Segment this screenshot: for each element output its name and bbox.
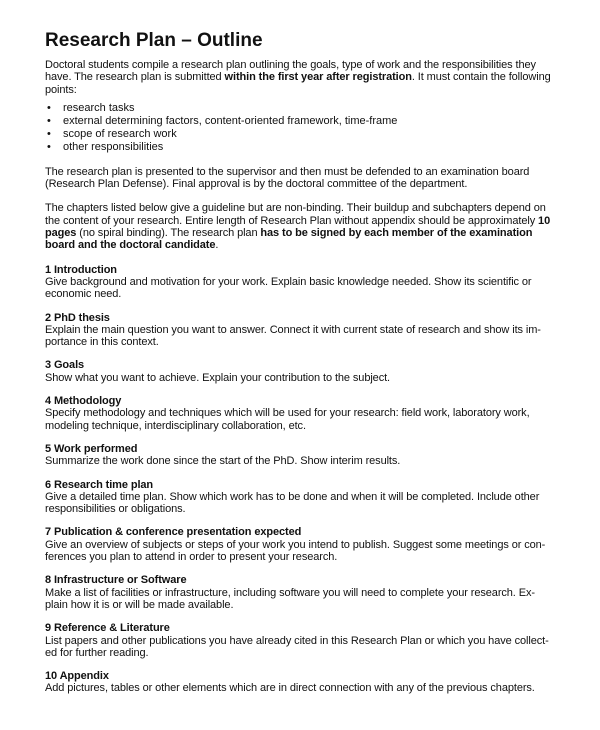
chapter-heading: 10 Appendix [45,670,109,683]
text-segment: the content of your research. Entire length of Research Plan without appendix should be approximately [45,214,539,227]
bold-text: 10 [538,214,551,227]
chapter-description: Give an overview of subjects or steps of your work you intend to publish. Suggest some meetings or con- [45,538,546,551]
chapter-section [45,574,575,611]
bold-text: board and the doctoral candidate [45,239,216,252]
chapter-description: List papers and other publications you have already cited in this Research Plan or which you have collect- [45,634,549,647]
bullet-text: other responsibilities [63,140,164,153]
chapter-heading: 5 Work performed [45,442,138,455]
chapter-section [45,395,575,432]
bullet-item [45,141,575,154]
chapter-heading: 6 Research time plan [45,478,154,491]
paragraph [45,166,575,191]
text-segment: Doctoral students compile a research plan outlining the goals, type of work and the responsibilities they [45,59,536,71]
chapter-description: Give background and motivation for your work. Explain basic knowledge needed. Show its scientific or [45,275,532,288]
text-segment: (no spiral binding). The research plan [76,227,261,240]
bullet-item [45,128,575,141]
text-segment: The chapters listed below give a guideline but are non-binding. Their buildup and subchapters depend on [45,202,546,215]
chapter-section [45,479,575,516]
bullet-icon: • [47,140,51,153]
text-segment: . [215,239,219,252]
chapter-heading: 7 Publication & conference presentation expected [45,526,302,539]
chapter-description: economic need. [45,288,122,301]
chapter-description: Give a detailed time plan. Show which work has to be done and when it will be completed. Include other [45,490,540,503]
text-segment: have. The research plan is submitted [45,71,225,84]
chapter-description: ed for further reading. [45,646,149,659]
chapter-description: Summarize the work done since the start of the PhD. Show interim results. [45,455,401,468]
chapter-section [45,359,575,384]
page-title: Research Plan – Outline [45,30,263,51]
text-segment: The research plan is presented to the supervisor and then must be defended to an examination board [45,165,530,178]
text-line [45,215,575,227]
body-paragraphs [45,166,575,252]
text-line [45,84,575,96]
text-line [45,227,575,239]
bullet-text: research tasks [63,101,135,114]
chapter-description: Explain the main question you want to answer. Connect it with current state of research and show its im- [45,323,541,336]
chapter-description: Add pictures, tables or other elements which are in direct connection with any of the previous chapters. [45,682,535,695]
chapter-description: Specify methodology and techniques which will be used for your research: field work, laboratory work, [45,407,530,420]
bullet-icon: • [47,101,51,114]
chapter-heading: 8 Infrastructure or Software [45,574,187,587]
text-segment: points: [45,83,77,96]
bullet-list [45,102,575,154]
text-segment: . It must contain the following [411,71,551,84]
chapter-description: Show what you want to achieve. Explain your contribution to the subject. [45,371,391,384]
chapter-list [45,264,575,695]
chapter-section [45,526,575,563]
chapter-heading: 1 Introduction [45,263,117,276]
bullet-item [45,102,575,115]
paragraph [45,59,575,96]
chapter-description: modeling technique, interdisciplinary collaboration, etc. [45,419,306,432]
document-page [45,30,575,706]
intro-paragraph [45,59,575,96]
chapter-description: portance in this context. [45,336,159,349]
bullet-item [45,115,575,128]
chapter-heading: 4 Methodology [45,395,122,408]
chapter-section [45,312,575,349]
text-line [45,178,575,190]
chapter-description: responsibilities or obligations. [45,503,186,516]
bullet-icon: • [47,127,51,140]
bullet-text: scope of research work [63,127,177,140]
paragraph [45,202,575,251]
text-line [45,202,575,214]
bullet-text: external determining factors, content-oriented framework, time-frame [63,114,398,127]
chapter-section [45,264,575,301]
chapter-heading: 3 Goals [45,359,85,372]
bold-text: within the first year after registration [224,71,412,84]
text-line [45,239,575,251]
text-line [45,71,575,83]
chapter-description: Make a list of facilities or infrastructure, including software you will need to complete your research. Ex- [45,586,535,599]
chapter-description: plain how it is or will be made available. [45,598,234,611]
text-segment: (Research Plan Defense). Final approval is by the doctoral committee of the department. [45,178,468,191]
bold-text: pages [45,227,77,240]
text-line [45,166,575,178]
bullet-icon: • [47,114,51,127]
bold-text: has to be signed by each member of the examination [260,227,533,240]
chapter-section [45,443,575,468]
text-line [45,59,575,71]
chapter-description: ferences you plan to attend in order to present your research. [45,551,338,564]
chapter-section [45,670,575,695]
chapter-heading: 9 Reference & Literature [45,622,170,635]
chapter-heading: 2 PhD thesis [45,311,110,324]
chapter-section [45,622,575,659]
